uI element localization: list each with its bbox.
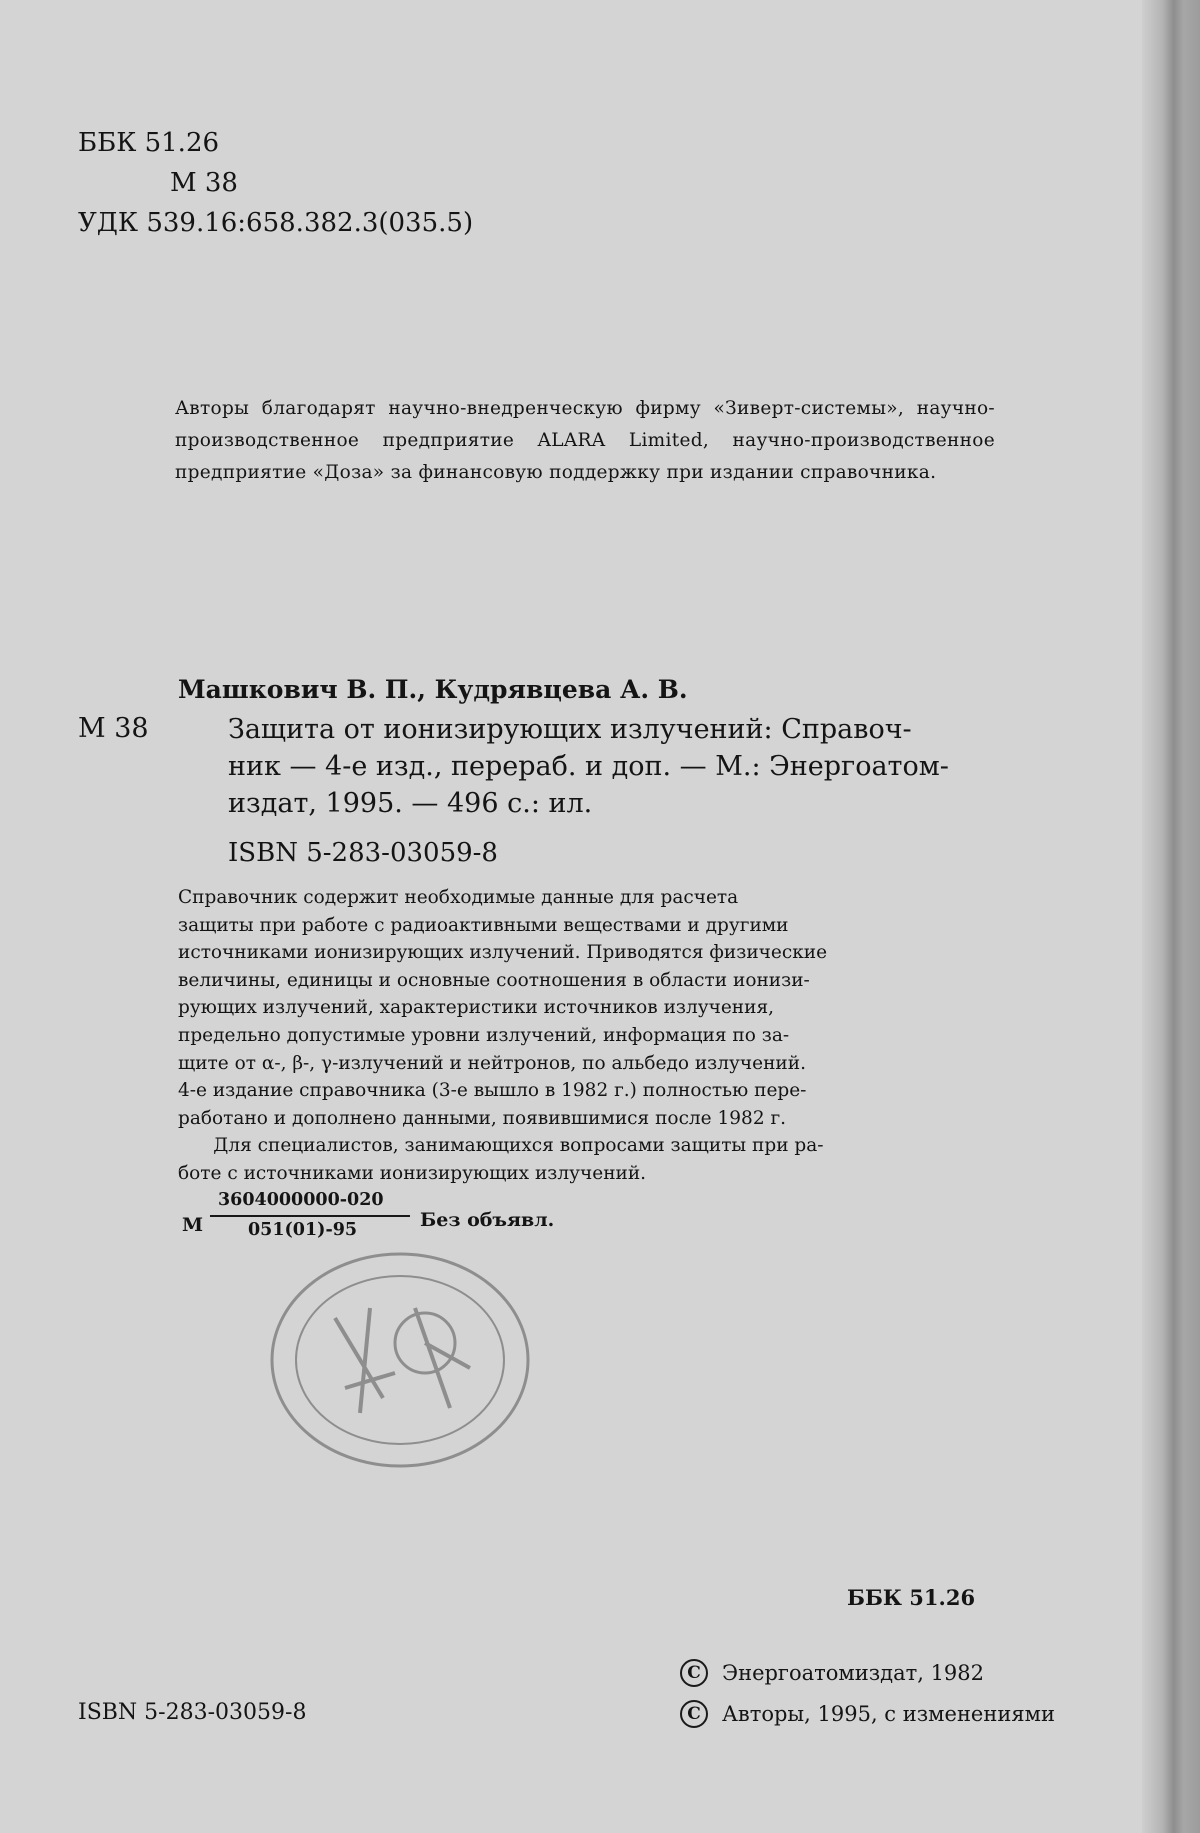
- title-line: издат, 1995. — 496 с.: ил.: [228, 788, 593, 819]
- index-numerator: 3604000000-020: [218, 1190, 384, 1210]
- bbk-code: ББК 51.26: [78, 128, 220, 158]
- annotation-line: Справочник содержит необходимые данные для расчета: [178, 887, 739, 908]
- copyright-text: Авторы, 1995, с изменениями: [722, 1702, 1055, 1726]
- acknowledgement: Авторы благодарят научно-внедренческую фирму «Зиверт-системы», научно-производственное предприятие ALARA Limited, научно-производственное предприятие «Доза» за финансовую поддержку при издании справочника.: [175, 398, 995, 483]
- title-line: ник — 4-е изд., перераб. и доп. — М.: Энергоатом-: [228, 751, 949, 782]
- copyright-icon: C: [680, 1659, 708, 1687]
- copyright-line: [680, 1700, 1055, 1728]
- annotation-line: источниками ионизирующих излучений. Приводятся физические: [178, 942, 828, 964]
- annotation-line: защиты при работе с радиоактивными веществами и другими: [178, 914, 789, 936]
- index-denominator: 051(01)-95: [248, 1220, 358, 1240]
- copyright-text: Энергоатомиздат, 1982: [722, 1661, 985, 1685]
- bibliographic-description: [228, 711, 990, 822]
- annotation-line: предельно допустимые уровни излучений, информация по за-: [178, 1024, 790, 1046]
- annotation-line: щите от α-, β-, γ-излучений и нейтронов, по альбедо излучений.: [178, 1052, 806, 1074]
- annotation-line: работано и дополнено данными, появившимися после 1982 г.: [178, 1107, 787, 1129]
- authors: Машкович В. П., Кудрявцева А. В.: [178, 675, 688, 704]
- record-code: М 38: [78, 713, 149, 744]
- annotation-line: 4-е издание справочника (3-е вышло в 1982 г.) полностью пере-: [178, 1080, 807, 1102]
- annotation-line: величины, единицы и основные соотношения в области ионизи-: [178, 969, 810, 991]
- annotation-line: Для специалистов, занимающихся вопросами защиты при ра-: [178, 1135, 824, 1157]
- annotation: [178, 884, 993, 1188]
- isbn: ISBN 5-283-03059-8: [228, 838, 498, 868]
- footer-isbn: ISBN 5-283-03059-8: [78, 1700, 307, 1725]
- fraction-line: [210, 1215, 410, 1217]
- udk-code: УДК 539.16:658.382.3(035.5): [78, 208, 474, 238]
- annotation-line: боте с источниками ионизирующих излучений.: [178, 1162, 647, 1184]
- copyright-icon: C: [680, 1700, 708, 1728]
- copyright-line: [680, 1659, 984, 1687]
- author-sign: М 38: [170, 168, 238, 198]
- library-stamp: [265, 1248, 535, 1473]
- annotation-line: рующих излучений, характеристики источников излучения,: [178, 997, 775, 1019]
- footer-bbk: ББК 51.26: [847, 1585, 976, 1610]
- index-letter: М: [182, 1214, 204, 1236]
- title-line: Защита от ионизирующих излучений: Справоч-: [228, 714, 912, 745]
- index-note: Без объявл.: [420, 1209, 555, 1231]
- book-spine-shadow: [1142, 0, 1200, 1833]
